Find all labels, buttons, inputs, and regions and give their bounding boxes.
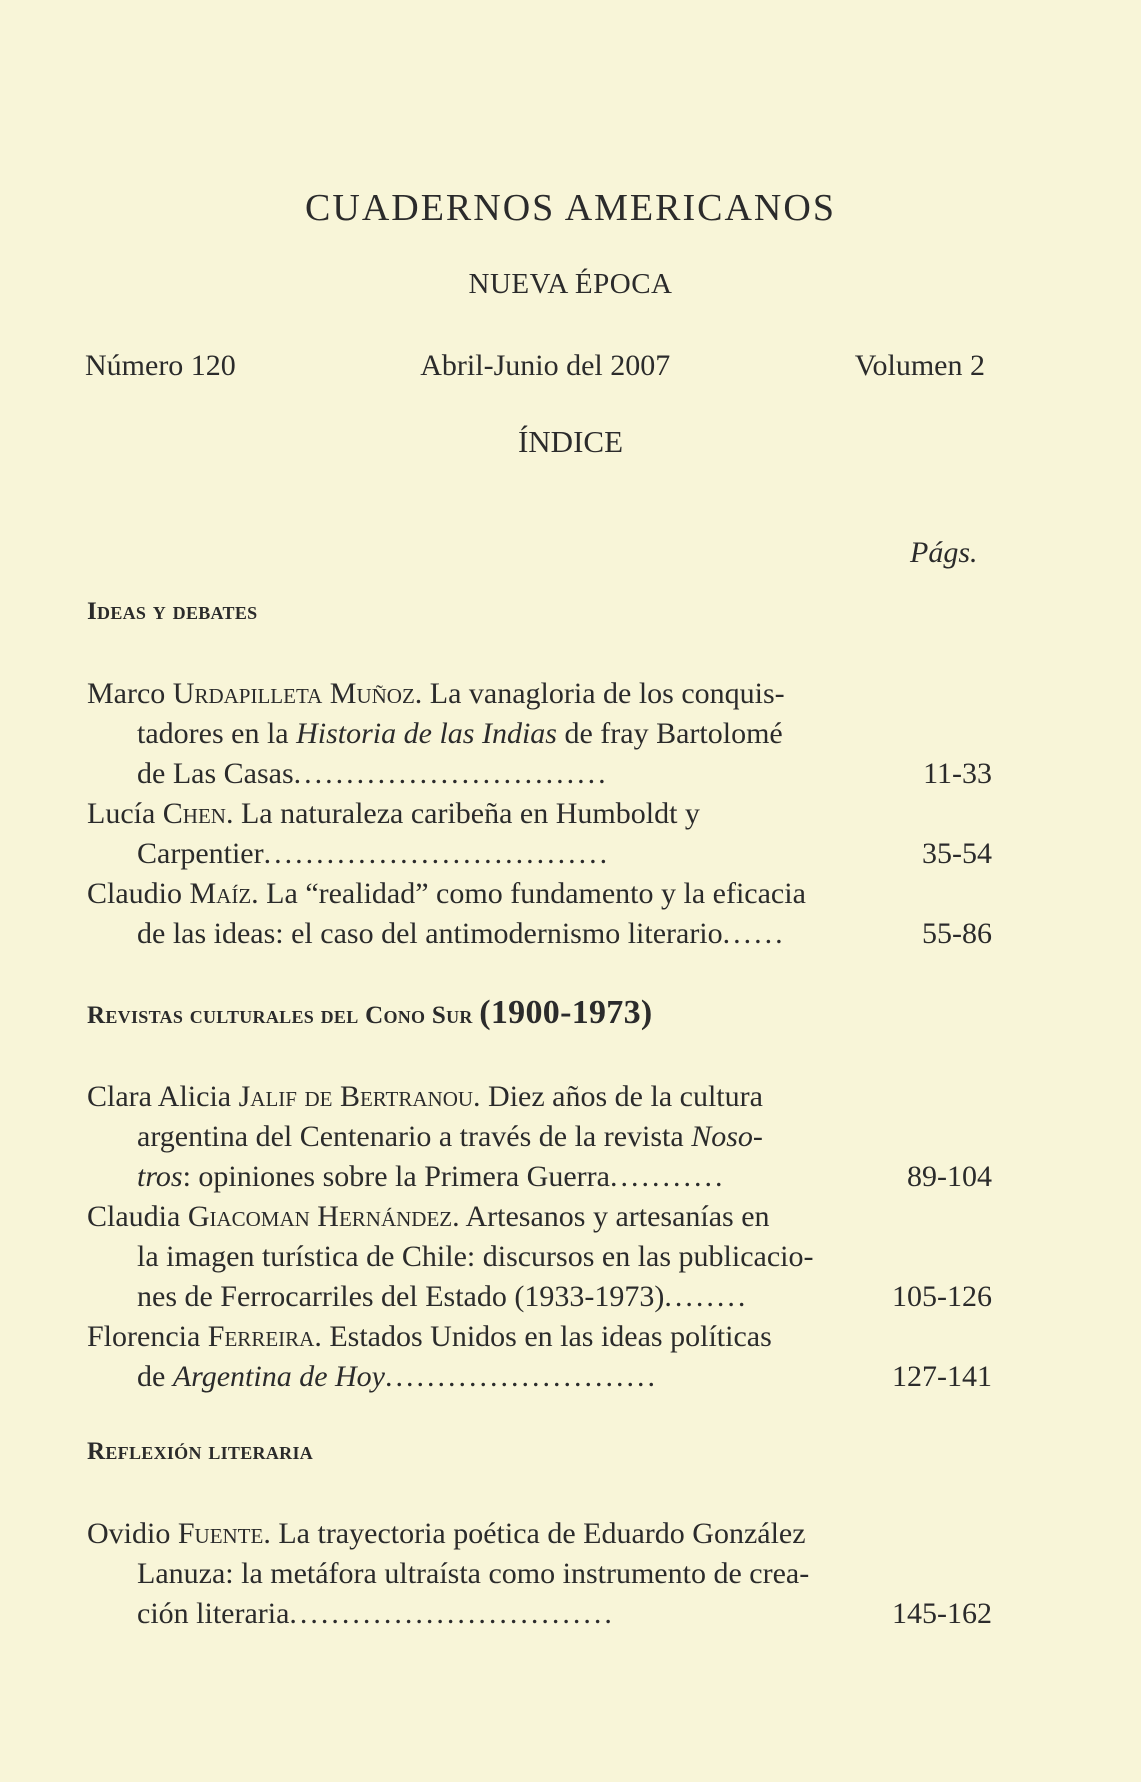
- section-heading: [87, 994, 653, 1032]
- leader-dots: ......: [722, 917, 786, 950]
- entry-line: [87, 754, 992, 794]
- entry-line: [87, 1554, 992, 1594]
- index-title: ÍNDICE: [517, 424, 624, 459]
- entry-title-text: . Estados Unidos en las ideas políticas: [314, 1320, 772, 1353]
- author-last-name: Jalif de Bertranou: [238, 1080, 474, 1113]
- section-heading-years: (1900-1973): [479, 994, 653, 1031]
- toc-entry[interactable]: [87, 1317, 992, 1397]
- author-first-name: Ovidio: [87, 1517, 178, 1550]
- author-first-name: Claudia: [87, 1200, 188, 1233]
- entry-line: [87, 1117, 992, 1157]
- section-heading-text: Revistas culturales del Cono Sur: [87, 1002, 480, 1029]
- entry-title-text: . La naturaleza caribeña en Humboldt y: [225, 797, 700, 830]
- entry-title-text: . Diez años de la cultura: [473, 1080, 763, 1113]
- entry-title-text: Carpentier: [137, 837, 264, 870]
- page-range: 11-33: [923, 757, 992, 790]
- page-range: 89-104: [907, 1160, 992, 1193]
- author-first-name: Claudio: [87, 877, 190, 910]
- author-first-name: Marco: [87, 677, 173, 710]
- leader-dots: ........: [664, 1280, 749, 1313]
- journal-title: CUADERNOS AMERICANOS: [305, 187, 836, 229]
- author-last-name: Ferreira: [207, 1320, 315, 1353]
- entry-title-text: de las ideas: el caso del antimodernismo literario: [137, 917, 723, 950]
- page-range: 105-126: [892, 1280, 992, 1313]
- page-range: 35-54: [922, 837, 992, 870]
- entry-line: [87, 1514, 992, 1554]
- entry-line: [87, 834, 992, 874]
- author-last-name: Giacoman Hernández: [187, 1200, 453, 1233]
- entry-title-text: . La trayectoria poética de Eduardo González: [263, 1517, 806, 1550]
- page-range: 145-162: [892, 1597, 992, 1630]
- entry-title-text: . La vanagloria de los conquis-: [414, 677, 785, 710]
- entry-title-text: Lanuza: la metáfora ultraísta como instrumento de crea-: [137, 1557, 810, 1590]
- leader-dots: ..........................: [385, 1360, 658, 1393]
- entry-title-italic: Historia de las Indias: [296, 717, 557, 750]
- issue-date: Abril-Junio del 2007: [420, 349, 671, 382]
- entry-line: [87, 714, 992, 754]
- issue-line: [85, 349, 985, 383]
- toc-entry[interactable]: [87, 1077, 992, 1197]
- pages-column-label: Págs.: [910, 536, 978, 569]
- author-first-name: Clara Alicia: [87, 1080, 239, 1113]
- issue-volume: Volumen 2: [854, 349, 985, 382]
- entry-title-text: de: [137, 1360, 173, 1393]
- entry-title-text: de Las Casas: [137, 757, 294, 790]
- entry-line: [87, 1594, 992, 1634]
- toc-entry[interactable]: [87, 794, 992, 874]
- entry-title-text: de fray Bartolomé: [556, 717, 783, 750]
- leader-dots: .................................: [263, 837, 611, 870]
- toc-entry[interactable]: [87, 1197, 992, 1317]
- entry-title-text: : opiniones sobre la Primera Guerra: [182, 1160, 610, 1193]
- entry-line: [87, 874, 992, 914]
- entry-line: [87, 1237, 992, 1277]
- author-last-name: Urdapilleta Muñoz: [172, 677, 415, 710]
- entry-title-text: . Artesanos y artesanías en: [452, 1200, 770, 1233]
- entry-title-text: ción literaria: [137, 1597, 290, 1630]
- entry-title-text: la imagen turística de Chile: discursos en las publicacio-: [137, 1240, 814, 1273]
- entry-title-text: tadores en la: [137, 717, 297, 750]
- entry-line: [87, 1157, 992, 1197]
- entry-title-italic: Noso-: [691, 1120, 763, 1153]
- entry-line: [87, 674, 992, 714]
- entry-line: [87, 1197, 992, 1237]
- author-last-name: Maíz: [189, 877, 252, 910]
- entry-line: [87, 1357, 992, 1397]
- page-range: 127-141: [892, 1360, 992, 1393]
- issue-number: Número 120: [85, 349, 236, 382]
- entry-title-italic: Argentina de Hoy: [172, 1360, 385, 1393]
- toc-entry[interactable]: [87, 1514, 992, 1634]
- page-range: 55-86: [922, 917, 992, 950]
- toc-entry[interactable]: [87, 674, 992, 794]
- entry-line: [87, 794, 992, 834]
- author-first-name: Florencia: [87, 1320, 208, 1353]
- entry-title-text: argentina del Centenario a través de la revista: [137, 1120, 692, 1153]
- author-first-name: Lucía: [87, 797, 163, 830]
- leader-dots: ..............................: [293, 757, 609, 790]
- entry-line: [87, 1277, 992, 1317]
- section-heading: Ideas y debates: [87, 598, 258, 625]
- entry-title-italic: tros: [137, 1160, 183, 1193]
- section-heading: Reflexión literaria: [87, 1438, 314, 1465]
- author-last-name: Chen: [162, 797, 226, 830]
- toc-entry[interactable]: [87, 874, 992, 954]
- entry-line: [87, 1317, 992, 1357]
- leader-dots: ...............................: [289, 1597, 615, 1630]
- entry-title-text: . La “realidad” como fundamento y la eficacia: [251, 877, 806, 910]
- journal-epoch: NUEVA ÉPOCA: [468, 268, 673, 300]
- author-last-name: Fuente: [177, 1517, 264, 1550]
- entry-line: [87, 914, 992, 954]
- entry-title-text: nes de Ferrocarriles del Estado (1933-1973): [137, 1280, 665, 1313]
- leader-dots: ...........: [609, 1160, 726, 1193]
- entry-line: [87, 1077, 992, 1117]
